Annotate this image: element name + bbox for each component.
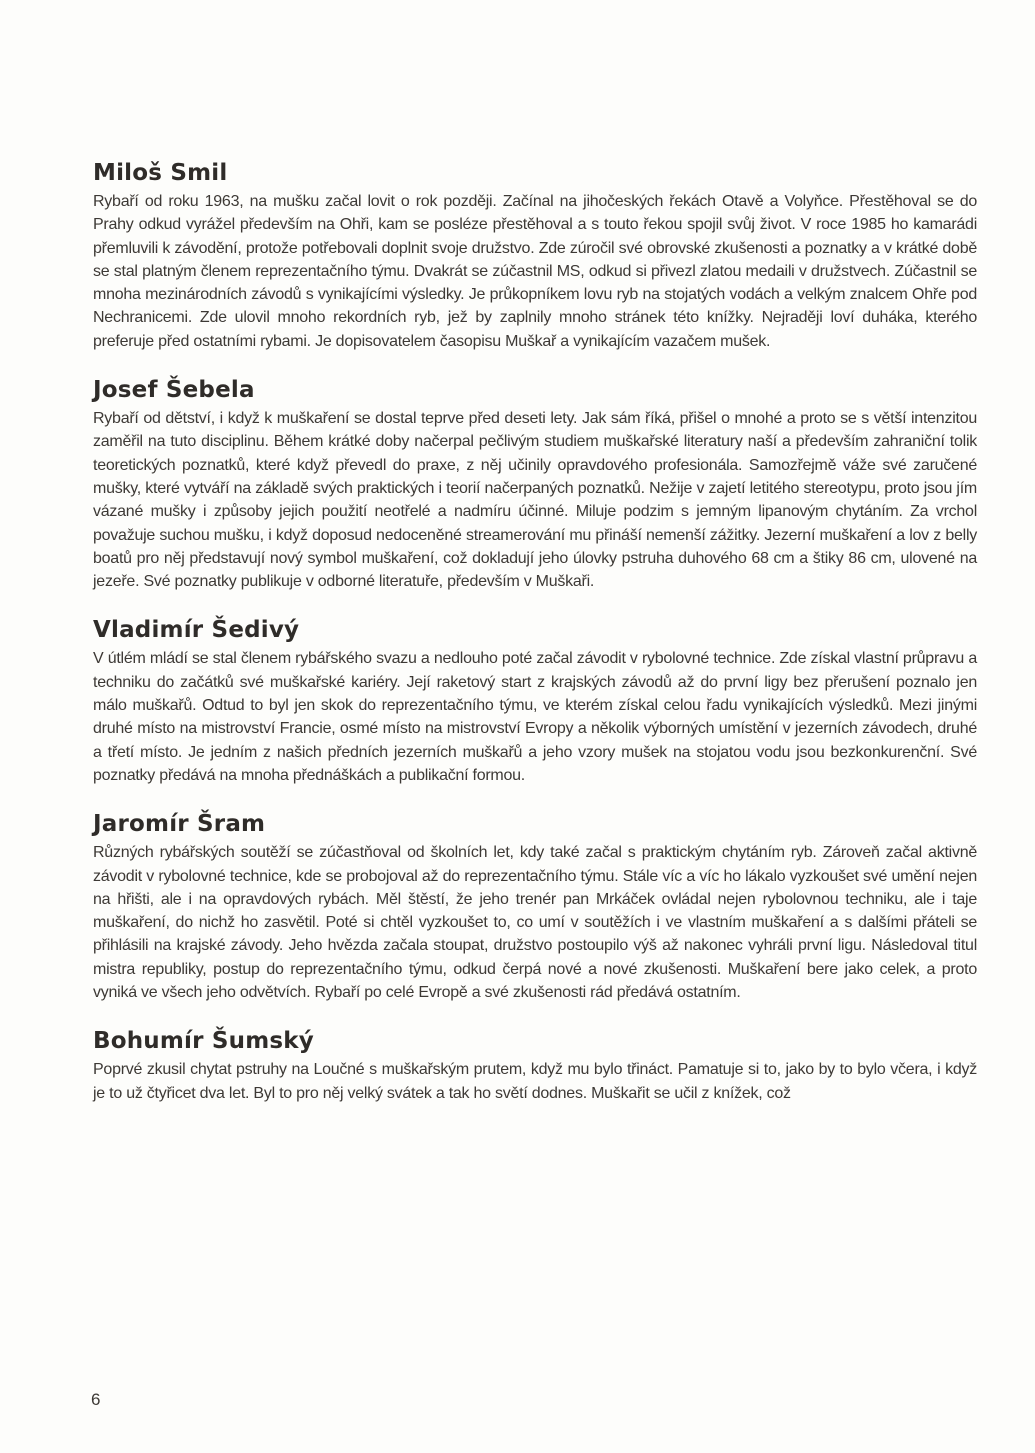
bio-jaromir-sram	[93, 809, 977, 1004]
person-name: Jaromír Šram	[93, 811, 266, 838]
person-bio: Poprvé zkusil chytat pstruhy na Loučné s muškařským prutem, když mu bylo třináct. Pamatuje si to, jako by to bylo včera, i když je to už čtyřicet dva let. Byl to pro něj velký svátek a tak ho světí dodnes. Muškařit se učil z knížek, což	[93, 1061, 977, 1102]
person-bio: Rybaří od dětství, i když k muškaření se dostal teprve před deseti lety. Jak sám říká, přišel o mnohé a proto se s větší intenzitou zaměřil na tuto disciplinu. Během krátké doby načerpal pečlivým studiem muškařské literatury naší a především zahraniční tolik teoretických poznatků, které když převedl do praxe, z něj učinily opravdového profesionála. Samozřejmě váže své zaručené mušky, které vytváří na základě svých praktických i teorií načerpaných poznatků. Nežije v zajetí letitého stereotypu, proto jsou jím vázané mušky i způsoby jejich použití neotřelé a nadmíru účinné. Miluje podzim s jemným lipanovým chytáním. Za vrchol považuje suchou mušku, i když doposud nedoceněné streamerování mu přináší nemenší zážitky. Jezerní muškaření a lov z belly boatů pro něj představují nový symbol muškaření, což dokladují jeho úlovky pstruha duhového 68 cm a štiky 86 cm, ulovené na jezeře. Své poznatky publikuje v odborné literatuře, především v Muškaři.	[93, 410, 977, 591]
document-page	[93, 158, 977, 1105]
page-number: 6	[91, 1390, 101, 1409]
person-name: Vladimír Šedivý	[93, 617, 300, 644]
person-name: Miloš Smil	[93, 160, 228, 186]
person-name: Josef Šebela	[93, 377, 255, 404]
person-name: Bohumír Šumský	[93, 1028, 314, 1055]
bio-milos-smil	[93, 158, 977, 353]
person-bio: Různých rybářských soutěží se zúčastňoval od školních let, kdy také začal s praktickým chytáním ryb. Zároveň začal aktivně závodit v rybolovné technice, kde se probojoval až do reprezentačního týmu. Stále víc a víc ho lákalo vyzkoušet své umění nejen na hřišti, ale i na opravdových rybách. Měl štěstí, že jeho trenér pan Mrkáček ovládal nejen rybolovnou techniku, ale i taje muškaření, do nichž ho zasvětil. Poté si chtěl vyzkoušet to, co umí v soutěžích i ve vlastním muškaření a s dalšími přáteli se přihlásili na krajské závody. Jeho hvězda začala stoupat, družstvo postoupilo výš až nakonec vyhráli první ligu. Následoval titul mistra republiky, postup do reprezentačního týmu, odkud čerpá nové a nové zkušenosti. Muškaření bere jako celek, a proto vyniká ve všech jeho odvětvích. Rybaří po celé Evropě a své zkušenosti rád předává ostatním.	[93, 844, 977, 1002]
person-bio: V útlém mládí se stal členem rybářského svazu a nedlouho poté začal závodit v rybolovné technice. Zde získal vlastní průpravu a techniku do začátků své muškařské kariéry. Její raketový start z krajských závodů až do první ligy bez přerušení poznalo jen málo muškařů. Odtud to byl jen skok do reprezentačního týmu, ve kterém získal celou řadu vynikajících výsledků. Mezi jinými druhé místo na mistrovství Francie, osmé místo na mistrovství Evropy a několik výborných umístění v jezerních závodech, druhé a třetí místo. Je jedním z našich předních jezerních muškařů a jeho vzory mušek na stojatou vodu jsou bezkonkurenční. Své poznatky předává na mnoha přednáškách a publikační formou.	[93, 650, 977, 784]
bio-vladimir-sedivy	[93, 615, 977, 787]
person-bio: Rybaří od roku 1963, na mušku začal lovit o rok později. Začínal na jihočeských řekách Otavě a Volyňce. Přestěhoval se do Prahy odkud vyrážel především na Ohři, kam se posléze přestěhoval a s touto řekou spojil svůj život. V roce 1985 ho kamarádi přemluvili k závodění, protože potřebovali doplnit svoje družstvo. Zde zúročil své obrovské zkušenosti a poznatky a v krátké době se stal platným členem reprezentačního týmu. Dvakrát se zúčastnil MS, odkud si přivezl zlatou medaili v družstvech. Zúčastnil se mnoha mezinárodních závodů s vynikajícími výsledky. Je průkopníkem lovu ryb na stojatých vodách a velkým znalcem Ohře pod Nechranicemi. Zde ulovil mnoho rekordních ryb, jež by zaplnily mnoho stránek této knížky. Nejraději loví duháka, kterého preferuje před ostatními rybami. Je dopisovatelem časopisu Muškař a vynikajícím vazačem mušek.	[93, 193, 977, 350]
bio-josef-sebela	[93, 375, 977, 593]
bio-bohumir-sumsky	[93, 1026, 977, 1105]
